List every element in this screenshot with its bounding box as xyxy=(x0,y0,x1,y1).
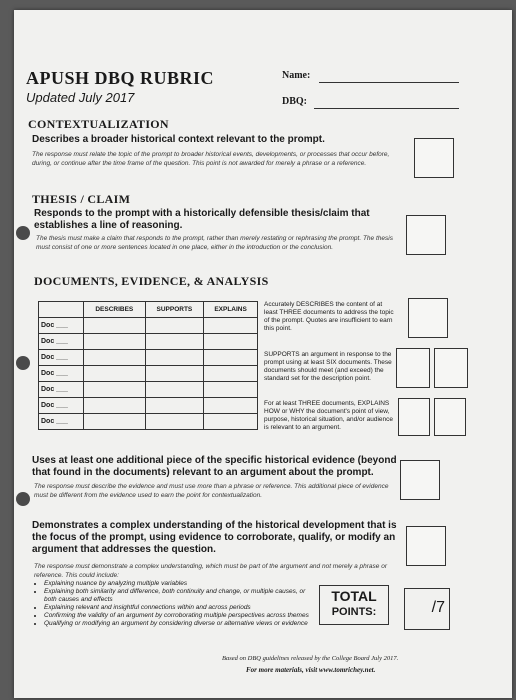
check-cell[interactable] xyxy=(145,366,204,382)
list-item: • Explaining relevant and insightful connections within and across periods xyxy=(44,604,314,612)
doc-label: Doc ___ xyxy=(39,382,84,398)
outside-evidence-criterion: Uses at least one additional piece of the specific historical evidence (beyond that found in the documents) relevant to an argument about the prompt. xyxy=(32,455,397,478)
name-field[interactable] xyxy=(319,82,459,83)
check-cell[interactable] xyxy=(204,318,258,334)
table-row xyxy=(39,318,258,334)
complexity-note: The response must demonstrate a complex understanding, which must be part of the argument and not merely a phrase or reference. This could include: xyxy=(34,563,387,579)
column-describes: DESCRIBES xyxy=(84,302,146,318)
check-cell[interactable] xyxy=(145,382,204,398)
list-item: • Qualifying or modifying an argument by considering diverse or alternative views or evidence xyxy=(44,620,424,628)
table-row xyxy=(39,398,258,414)
doc-column-blank xyxy=(39,302,84,318)
describes-score-box[interactable] xyxy=(408,298,448,338)
check-cell[interactable] xyxy=(84,318,146,334)
total-score: /7 xyxy=(431,599,445,616)
supports-note: SUPPORTS an argument in response to the prompt using at least SIX documents. These documents should meet (and exceed) the standard set for the description point. xyxy=(264,351,392,382)
check-cell[interactable] xyxy=(204,414,258,430)
list-item: • Explaining both similarity and difference, both continuity and change, or multiple causes, or both causes and effects xyxy=(44,588,314,604)
table-row xyxy=(39,366,258,382)
explains-score-box-1[interactable] xyxy=(398,398,430,436)
describes-note: Accurately DESCRIBES the content of at least THREE documents to address the topic of the prompt. Quotes are insufficient to earn this point. xyxy=(264,301,394,332)
check-cell[interactable] xyxy=(204,382,258,398)
punch-hole xyxy=(16,492,30,506)
name-label: Name: xyxy=(282,70,311,81)
check-cell[interactable] xyxy=(204,350,258,366)
complexity-score-box[interactable] xyxy=(406,526,446,566)
check-cell[interactable] xyxy=(145,350,204,366)
thesis-heading: THESIS / CLAIM xyxy=(32,192,131,206)
footer-link[interactable]: For more materials, visit www.tomrichey.net. xyxy=(246,666,376,674)
doc-label: Doc ___ xyxy=(39,398,84,414)
supports-score-box-1[interactable] xyxy=(396,348,430,388)
check-cell[interactable] xyxy=(84,414,146,430)
check-cell[interactable] xyxy=(145,334,204,350)
check-cell[interactable] xyxy=(145,414,204,430)
doc-label: Doc ___ xyxy=(39,318,84,334)
check-cell[interactable] xyxy=(84,398,146,414)
contextualization-note: The response must relate the topic of the prompt to broader historical events, developments, or processes that occur before, during, or continue after the time frame of the question. This point is not awarded for merely a phrase or a reference. xyxy=(32,151,390,167)
complexity-bullets xyxy=(34,580,314,628)
check-cell[interactable] xyxy=(84,334,146,350)
check-cell[interactable] xyxy=(84,350,146,366)
check-cell[interactable] xyxy=(204,334,258,350)
punch-hole xyxy=(16,356,30,370)
contextualization-criterion: Describes a broader historical context relevant to the prompt. xyxy=(32,134,325,145)
thesis-criterion: Responds to the prompt with a historically defensible thesis/claim that establishes a line of reasoning. xyxy=(34,208,370,231)
table-row xyxy=(39,334,258,350)
footer-source: Based on DBQ guidelines released by the College Board July 2017. xyxy=(222,655,399,662)
explains-score-box-2[interactable] xyxy=(434,398,466,436)
updated-date: Updated July 2017 xyxy=(26,90,135,105)
list-item: • Explaining nuance by analyzing multiple variables xyxy=(44,580,314,588)
points-label: POINTS: xyxy=(331,606,377,618)
table-row xyxy=(39,350,258,366)
check-cell[interactable] xyxy=(84,382,146,398)
documents-table xyxy=(38,301,258,430)
page-title: APUSH DBQ RUBRIC xyxy=(26,68,215,88)
dbq-label: DBQ: xyxy=(282,96,307,107)
thesis-score-box[interactable] xyxy=(406,215,446,255)
column-explains: EXPLAINS xyxy=(204,302,258,318)
doc-label: Doc ___ xyxy=(39,350,84,366)
contextualization-score-box[interactable] xyxy=(414,138,454,178)
table-row xyxy=(39,414,258,430)
contextualization-heading: CONTEXTUALIZATION xyxy=(28,117,169,131)
complexity-criterion: Demonstrates a complex understanding of the historical development that is the focus of the prompt, using evidence to corroborate, qualify, or modify an argument that addresses the question. xyxy=(32,520,397,555)
supports-score-box-2[interactable] xyxy=(434,348,468,388)
dbq-field[interactable] xyxy=(314,108,459,109)
column-supports: SUPPORTS xyxy=(145,302,204,318)
doc-label: Doc ___ xyxy=(39,414,84,430)
documents-heading: DOCUMENTS, EVIDENCE, & ANALYSIS xyxy=(34,274,269,288)
check-cell[interactable] xyxy=(204,366,258,382)
check-cell[interactable] xyxy=(84,366,146,382)
total-points-box xyxy=(319,585,389,625)
check-cell[interactable] xyxy=(145,318,204,334)
outside-evidence-score-box[interactable] xyxy=(400,460,440,500)
list-item: • Confirming the validity of an argument by corroborating multiple perspectives across themes xyxy=(44,612,424,620)
check-cell[interactable] xyxy=(145,398,204,414)
outside-evidence-note: The response must describe the evidence and must use more than a phrase or reference. This additional piece of evidence must be different from the evidence used to earn the point for contextualization. xyxy=(34,483,389,499)
doc-label: Doc ___ xyxy=(39,334,84,350)
punch-hole xyxy=(16,226,30,240)
explains-note: For at least THREE documents, EXPLAINS HOW or WHY the document's point of view, purpose, historical situation, and/or audience is relevant to an argument. xyxy=(264,400,393,431)
rubric-sheet xyxy=(14,10,512,698)
check-cell[interactable] xyxy=(204,398,258,414)
doc-label: Doc ___ xyxy=(39,366,84,382)
total-score-box[interactable] xyxy=(404,588,450,630)
thesis-note: The thesis must make a claim that responds to the prompt, rather than merely restating or rephrasing the prompt. The thesis must consist of one or more sentences located in one place, either in the introduction or the conclusion. xyxy=(36,235,393,251)
table-row xyxy=(39,382,258,398)
total-label: TOTAL xyxy=(331,588,377,604)
